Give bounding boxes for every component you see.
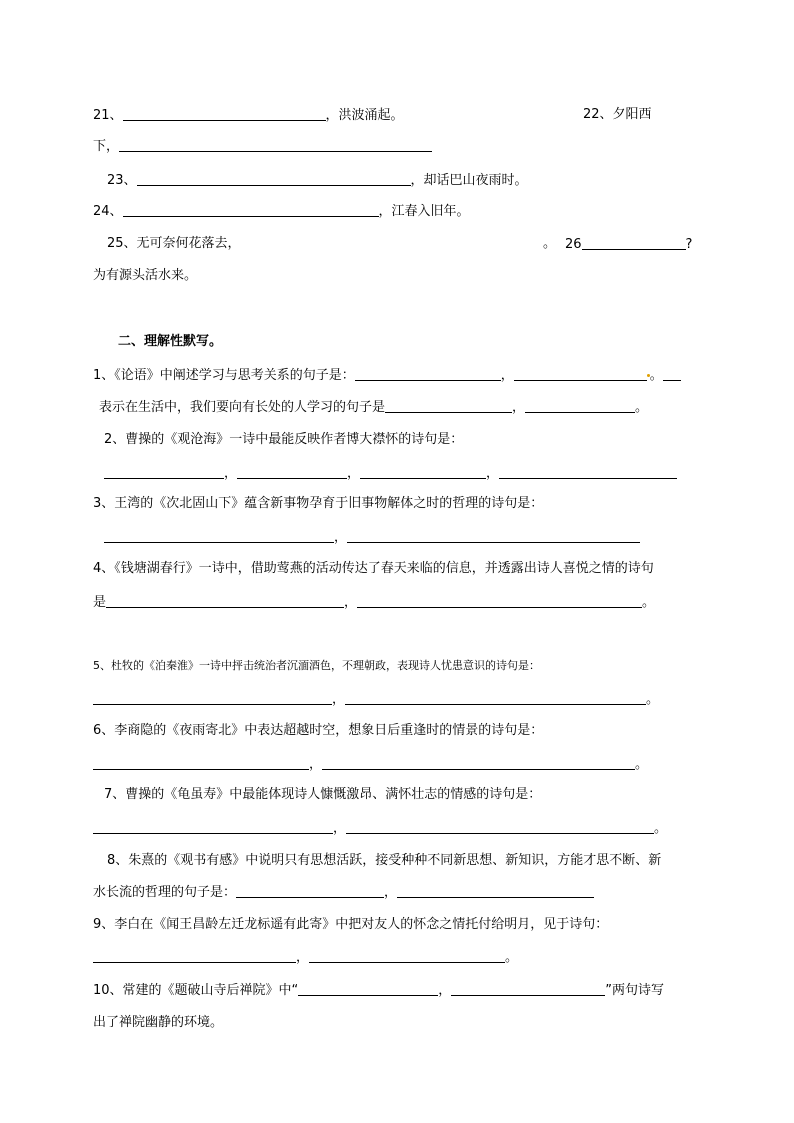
q4-answer-line bbox=[93, 594, 655, 611]
q26-question-mark: ? bbox=[685, 237, 693, 252]
q7-prompt: 7、曹操的《龟虽寿》中最能体现诗人慷慨激昂、满怀壮志的情感的诗句是： bbox=[104, 787, 542, 802]
q24-line bbox=[93, 203, 470, 220]
q5-blank-1[interactable] bbox=[93, 691, 332, 705]
q7-comma: ， bbox=[333, 821, 347, 836]
q1-line-b bbox=[99, 399, 648, 416]
q4-prompt-a: 4、《钱塘湖春行》一诗中，借助莺燕的活动传达了春天来临的信息，并透露出诗人喜悦之情的诗句 bbox=[93, 561, 654, 576]
q6-blank-1[interactable] bbox=[93, 756, 309, 770]
q26-blank[interactable] bbox=[582, 236, 686, 250]
q10-line-a bbox=[93, 982, 664, 999]
q25-end: 。 bbox=[543, 236, 557, 251]
q9-blank-2[interactable] bbox=[309, 949, 505, 963]
q2-comma-3: ， bbox=[486, 466, 500, 481]
q8-comma: ， bbox=[384, 885, 398, 900]
q8-blank-1[interactable] bbox=[236, 884, 384, 898]
q2-blank-1[interactable] bbox=[104, 465, 224, 479]
q26-number: 26 bbox=[565, 237, 582, 252]
q7-blank-1[interactable] bbox=[93, 820, 333, 834]
q25-text: 25、无可奈何花落去， bbox=[107, 236, 241, 251]
q1-blank-4[interactable] bbox=[525, 399, 635, 413]
q24-blank[interactable] bbox=[123, 203, 379, 217]
q5-answer-line bbox=[93, 691, 659, 708]
q10-prompt: 10、常建的《题破山寺后禅院》中“ bbox=[93, 983, 299, 998]
q10-comma: ， bbox=[438, 983, 452, 998]
q10-line-b: 出了禅院幽静的环境。 bbox=[93, 1015, 224, 1030]
q4-period: 。 bbox=[642, 595, 656, 610]
q3-blank-2[interactable] bbox=[347, 529, 640, 543]
section2-heading: 二、理解性默写。 bbox=[118, 334, 223, 349]
q22-cont: 下， bbox=[93, 139, 120, 154]
q22-number: 22、夕阳西 bbox=[583, 107, 652, 122]
q6-prompt: 6、李商隐的《夜雨寄北》中表达超越时空，想象日后重逢时的情景的诗句是： bbox=[93, 723, 544, 738]
q5-prompt: 5、杜牧的《泊秦淮》一诗中抨击统治者沉湎酒色，不理朝政，表现诗人忧患意识的诗句是： bbox=[93, 659, 540, 672]
q4-comma: ， bbox=[344, 595, 358, 610]
q23-suffix: ，却话巴山夜雨时。 bbox=[410, 173, 528, 188]
q1-b-prompt: 表示在生活中，我们要向有长处的人学习的句子是 bbox=[99, 400, 386, 415]
q24-suffix: ，江春入旧年。 bbox=[378, 204, 470, 219]
q1-blank-1[interactable] bbox=[355, 367, 501, 381]
q8-prompt-b: 水长流的哲理的句子是： bbox=[93, 885, 237, 900]
q26-cont: 为有源头活水来。 bbox=[93, 268, 198, 283]
q10-blank-2[interactable] bbox=[451, 982, 605, 996]
q9-blank-1[interactable] bbox=[93, 949, 296, 963]
q8-answer-line bbox=[93, 884, 594, 901]
q1-blank-3[interactable] bbox=[385, 399, 512, 413]
q2-answer-line bbox=[104, 465, 677, 482]
q2-comma-1: ， bbox=[224, 466, 238, 481]
q1-b-end: 。 bbox=[635, 400, 649, 415]
q8-blank-2[interactable] bbox=[397, 884, 594, 898]
q2-prompt: 2、曹操的《观沧海》一诗中最能反映作者博大襟怀的诗句是： bbox=[104, 432, 464, 447]
q8-prompt-a: 8、朱熹的《观书有感》中说明只有思想活跃，接受种种不同新思想、新知识，方能才思不断、新 bbox=[107, 853, 662, 868]
q1-comma: ， bbox=[500, 368, 514, 383]
q1-end: 。 bbox=[649, 368, 663, 383]
q6-answer-line bbox=[93, 756, 648, 773]
q4-blank-2[interactable] bbox=[357, 594, 642, 608]
q24-number: 24、 bbox=[93, 204, 123, 219]
q23-line bbox=[107, 172, 528, 189]
q1-blank-2[interactable] bbox=[514, 367, 647, 381]
q23-blank[interactable] bbox=[137, 172, 411, 186]
q10-end: ”两句诗写 bbox=[605, 983, 665, 998]
q2-comma-2: ， bbox=[347, 466, 361, 481]
q7-answer-line bbox=[93, 820, 667, 837]
q9-comma: ， bbox=[296, 950, 310, 965]
q9-prompt: 9、李白在《闻王昌龄左迁龙标遥有此寄》中把对友人的怀念之情托付给明月，见于诗句： bbox=[93, 917, 609, 932]
q5-period: 。 bbox=[646, 692, 660, 707]
q2-blank-4[interactable] bbox=[499, 465, 677, 479]
q1-prompt: 1、《论语》中阐述学习与思考关系的句子是： bbox=[93, 368, 355, 383]
q6-comma: ， bbox=[309, 757, 323, 772]
q5-comma: ， bbox=[332, 692, 346, 707]
q7-blank-2[interactable] bbox=[346, 820, 654, 834]
q5-blank-2[interactable] bbox=[345, 691, 646, 705]
q9-answer-line bbox=[93, 949, 518, 966]
q6-period: 。 bbox=[635, 757, 649, 772]
q1-b-comma: ， bbox=[512, 400, 526, 415]
q21-number: 21、 bbox=[93, 108, 123, 123]
q1-line-a bbox=[93, 367, 681, 384]
q4-prompt-b: 是 bbox=[93, 595, 107, 610]
q2-blank-3[interactable] bbox=[360, 465, 486, 479]
q26-line bbox=[565, 236, 692, 253]
q3-blank-1[interactable] bbox=[104, 529, 334, 543]
q22-blank[interactable] bbox=[119, 138, 432, 152]
q22-line bbox=[93, 138, 432, 155]
q2-blank-2[interactable] bbox=[237, 465, 347, 479]
q10-blank-1[interactable] bbox=[298, 982, 438, 996]
q7-period: 。 bbox=[654, 821, 668, 836]
q3-comma: ， bbox=[334, 530, 348, 545]
q3-answer-line bbox=[104, 529, 640, 546]
q21-suffix: ，洪波涌起。 bbox=[325, 108, 404, 123]
q9-period: 。 bbox=[505, 950, 519, 965]
q3-prompt: 3、王湾的《次北固山下》蕴含新事物孕育于旧事物解体之时的哲理的诗句是： bbox=[93, 496, 544, 511]
q4-blank-1[interactable] bbox=[106, 594, 344, 608]
q6-blank-2[interactable] bbox=[322, 756, 635, 770]
q23-number: 23、 bbox=[107, 173, 137, 188]
q21-blank[interactable] bbox=[123, 107, 326, 121]
q1-blank-tail bbox=[663, 367, 681, 381]
q21-line bbox=[93, 107, 404, 124]
